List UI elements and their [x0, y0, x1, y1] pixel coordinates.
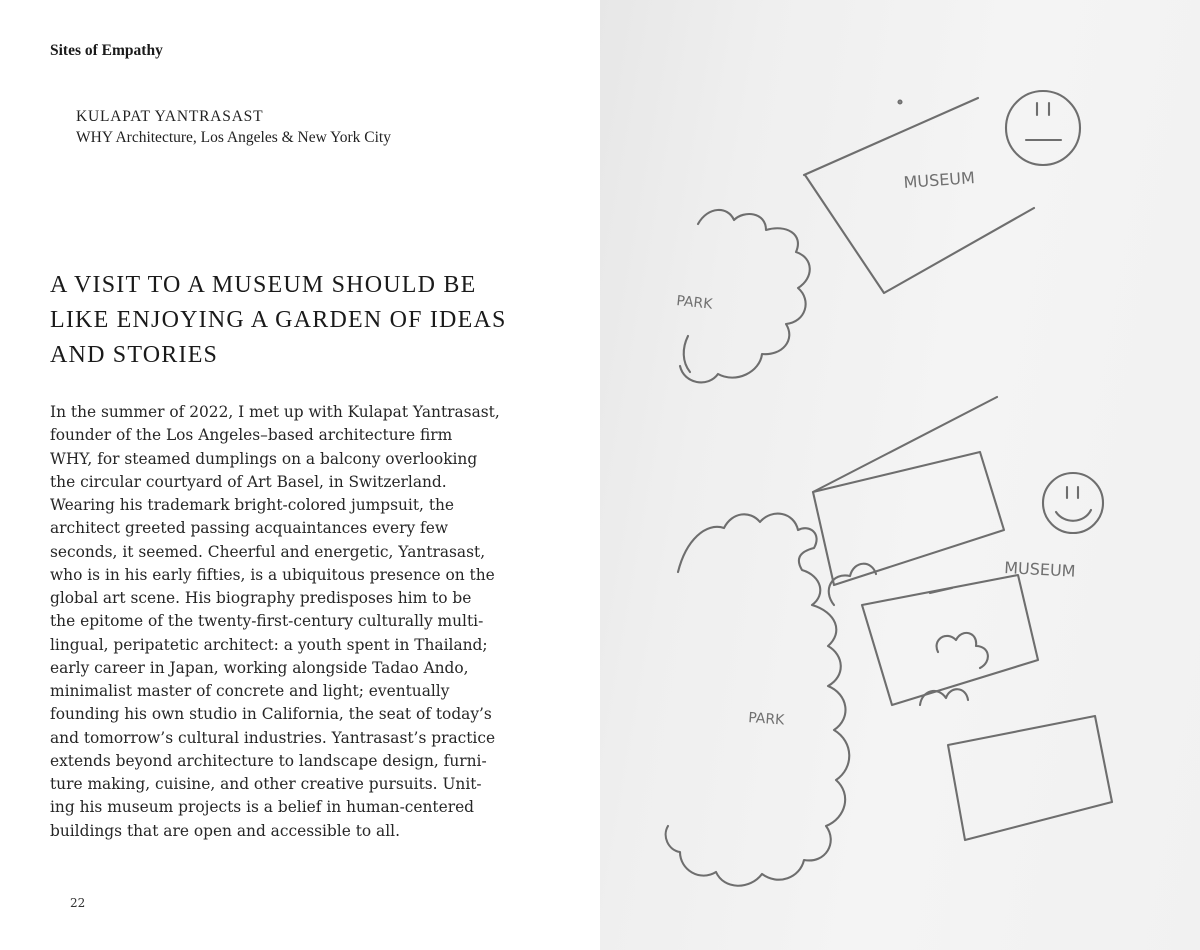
title-line: AND STORIES — [50, 342, 219, 368]
author-block — [76, 106, 391, 148]
chapter-title — [50, 268, 570, 373]
body-paragraph — [50, 401, 550, 843]
pencil-dot — [899, 101, 902, 104]
bottom-roof-line — [813, 397, 997, 492]
top-diagram — [676, 91, 1080, 382]
body-line: the epitome of the twenty-first-century culturally multi- — [50, 612, 484, 631]
title-line: LIKE ENJOYING A GARDEN OF IDEAS — [50, 307, 507, 333]
top-park-cloud-tail — [684, 336, 690, 372]
body-line: Wearing his trademark bright-colored jumpsuit, the — [50, 496, 455, 514]
bottom-park-cloud-sketch — [666, 514, 850, 886]
author-affiliation: WHY Architecture, Los Angeles & New York City — [76, 129, 391, 146]
body-line: global art scene. His biography predisposes him to be — [50, 589, 472, 607]
bottom-museum-block-2 — [862, 575, 1038, 705]
sad-face-icon — [1006, 91, 1080, 165]
body-line: architect greeted passing acquaintances every few — [50, 519, 449, 538]
running-head: Sites of Empathy — [50, 42, 163, 59]
author-name: KULAPAT YANTRASAST — [76, 108, 264, 125]
museum-label: MUSEUM — [902, 168, 976, 192]
body-line: In the summer of 2022, I met up with Kulapat Yantrasast, — [50, 403, 500, 421]
museum-label: MUSEUM — [1003, 558, 1076, 581]
title-line: A VISIT TO A MUSEUM SHOULD BE — [50, 272, 477, 298]
body-line: and tomorrow’s cultural industries. Yantrasast’s practice — [50, 728, 496, 747]
body-line: founding his own studio in California, the seat of today’s — [50, 705, 492, 724]
happy-face-icon — [1043, 473, 1103, 533]
bottom-park-lobe — [920, 689, 968, 705]
bottom-museum-block-3 — [948, 716, 1112, 840]
page-number: 22 — [70, 896, 86, 910]
body-line: minimalist master of concrete and light; eventually — [50, 682, 450, 700]
body-line: who is in his early fifties, is a ubiquitous presence on the — [50, 565, 495, 584]
body-line: the circular courtyard of Art Basel, in Switzerland. — [50, 472, 447, 491]
bottom-park-lobe — [937, 633, 988, 668]
museum-building-sketch — [804, 98, 1034, 293]
face-outline — [1006, 91, 1080, 165]
right-page — [600, 0, 1200, 950]
park-label: PARK — [747, 710, 785, 729]
body-line: ing his museum projects is a belief in human-centered — [50, 798, 475, 817]
museum-park-sketch — [600, 0, 1200, 950]
body-line: extends beyond architecture to landscape design, furni- — [50, 751, 487, 770]
bottom-diagram — [666, 397, 1112, 886]
body-line: seconds, it seemed. Cheerful and energetic, Yantrasast, — [50, 542, 486, 561]
body-line: buildings that are open and accessible to all. — [50, 821, 400, 840]
face-smile — [1056, 510, 1091, 521]
body-line: early career in Japan, working alongside Tadao Ando, — [50, 658, 469, 677]
park-label: PARK — [675, 293, 714, 313]
face-outline — [1043, 473, 1103, 533]
body-line: founder of the Los Angeles–based architecture firm — [50, 426, 453, 445]
bottom-museum-block-1 — [813, 452, 1004, 585]
body-line: WHY, for steamed dumplings on a balcony overlooking — [50, 449, 478, 468]
body-line: lingual, peripatetic architect: a youth spent in Thailand; — [50, 635, 488, 654]
body-line: ture making, cuisine, and other creative pursuits. Unit- — [50, 775, 482, 793]
